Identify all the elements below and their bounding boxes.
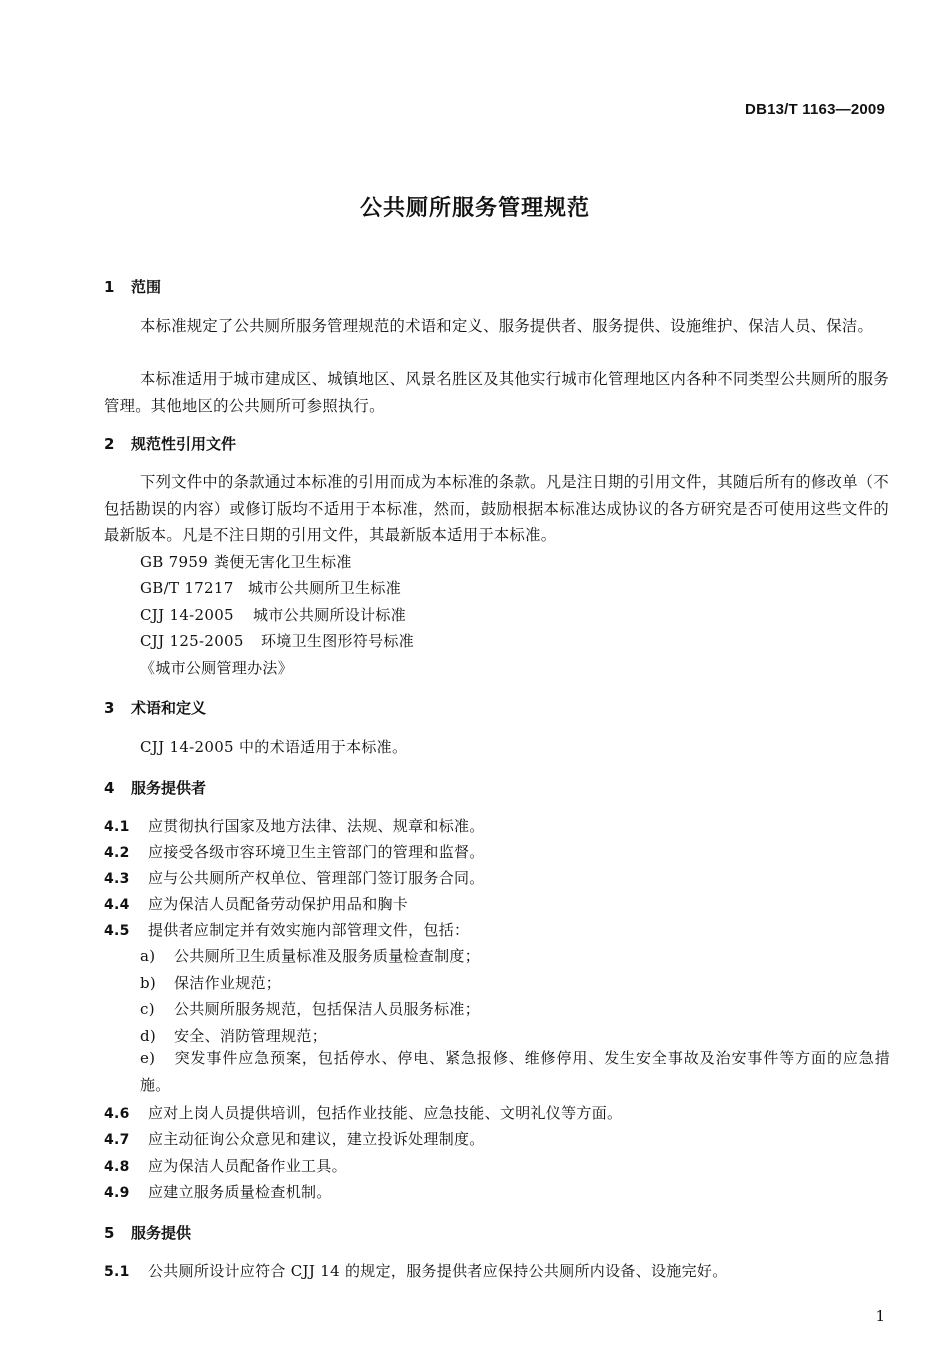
section-heading-4 [104, 777, 206, 798]
item-label: d) [140, 1027, 157, 1045]
item-text: 公共厕所卫生质量标准及服务质量检查制度； [174, 947, 481, 965]
section-heading-2 [104, 433, 236, 454]
reference-code: GB/T 17217 [140, 579, 234, 597]
reference-name: 环境卫生图形符号标准 [261, 632, 415, 650]
reference-item [140, 657, 293, 678]
item-text: 突发事件应急预案，包括停水、停电、紧急报修、维修停用、发生安全事故及治安事件等方面的应急措施。 [140, 1049, 890, 1094]
clause-number: 4.6 [104, 1106, 130, 1122]
clause [104, 1260, 728, 1281]
clause-number: 4.5 [104, 923, 130, 939]
section-number: 3 [104, 699, 115, 717]
clause-text: 公共厕所设计应符合 CJJ 14 的规定，服务提供者应保持公共厕所内设备、设施完好。 [148, 1262, 728, 1280]
clause-text: 应为保洁人员配备作业工具。 [148, 1157, 347, 1175]
clause-text: 应接受各级市容环境卫生主管部门的管理和监督。 [148, 843, 485, 861]
item-label: a) [140, 947, 156, 965]
reference-code: CJJ 14-2005 [140, 606, 234, 624]
clause [104, 1181, 332, 1202]
reference-name: 城市公共厕所卫生标准 [248, 579, 402, 597]
clause-text: 应与公共厕所产权单位、管理部门签订服务合同。 [148, 869, 485, 887]
section-title: 服务提供者 [131, 779, 207, 797]
clause [104, 893, 408, 914]
item-text: 保洁作业规范； [174, 974, 282, 992]
clause-text: 提供者应制定并有效实施内部管理文件，包括： [148, 921, 470, 939]
clause [104, 841, 485, 862]
section-number: 4 [104, 779, 115, 797]
clause-text: 应主动征询公众意见和建议，建立投诉处理制度。 [148, 1130, 485, 1148]
clause [104, 1128, 485, 1149]
section-heading-1 [104, 276, 161, 297]
section-number: 5 [104, 1224, 115, 1242]
clause-number: 4.7 [104, 1132, 130, 1148]
standard-code: DB13/T 1163—2009 [745, 101, 885, 118]
paragraph: 本标准规定了公共厕所服务管理规范的术语和定义、服务提供者、服务提供、设施维护、保洁人员、保洁。 [140, 317, 874, 335]
clause [104, 815, 485, 836]
list-item [140, 998, 480, 1019]
clause-text: 应为保洁人员配备劳动保护用品和胸卡 [148, 895, 409, 913]
list-item [140, 1045, 890, 1099]
paragraph: 下列文件中的条款通过本标准的引用而成为本标准的条款。凡是注日期的引用文件，其随后所有的修改单（不包括勘误的内容）或修订版均不适用于本标准，然而，鼓励根据本标准达成协议的各方研究是否可使用这些文件的最新版本。凡是不注日期的引用文件，其最新版本适用于本标准。 [104, 473, 889, 544]
item-text: 公共厕所服务规范，包括保洁人员服务标准； [174, 1000, 481, 1018]
section-title: 规范性引用文件 [131, 435, 237, 453]
clause-number: 4.1 [104, 819, 130, 835]
clause [104, 1102, 622, 1123]
clause-number: 4.4 [104, 897, 130, 913]
list-item [140, 945, 480, 966]
section-heading-3 [104, 697, 206, 718]
section-title: 术语和定义 [131, 699, 207, 717]
clause-number: 4.2 [104, 845, 130, 861]
clause-number: 4.8 [104, 1159, 130, 1175]
section-number: 1 [104, 278, 115, 296]
reference-code: CJJ 125-2005 [140, 632, 244, 650]
item-label: b) [140, 974, 157, 992]
clause-text: 应建立服务质量检查机制。 [148, 1183, 332, 1201]
clause [104, 867, 485, 888]
reference-name: 粪便无害化卫生标准 [214, 553, 352, 571]
paragraph: CJJ 14-2005 中的术语适用于本标准。 [140, 738, 408, 756]
section-title: 范围 [131, 278, 162, 296]
reference-item [140, 577, 401, 598]
clause [104, 919, 469, 940]
reference-item [140, 604, 406, 625]
clause-number: 4.3 [104, 871, 130, 887]
item-text: 安全、消防管理规范； [174, 1027, 328, 1045]
item-label: c) [140, 1000, 155, 1018]
clause-number: 5.1 [104, 1264, 130, 1280]
page-number: 1 [875, 1307, 885, 1325]
reference-name: 《城市公厕管理办法》 [140, 659, 294, 677]
clause [104, 1155, 347, 1176]
section-title: 服务提供 [131, 1224, 192, 1242]
section-heading-5 [104, 1222, 191, 1243]
list-item [140, 972, 281, 993]
clause-text: 应贯彻执行国家及地方法律、法规、规章和标准。 [148, 817, 485, 835]
reference-item [140, 551, 352, 572]
clause-text: 应对上岗人员提供培训，包括作业技能、应急技能、文明礼仪等方面。 [148, 1104, 623, 1122]
reference-name: 城市公共厕所设计标准 [253, 606, 407, 624]
page-title: 公共厕所服务管理规范 [359, 196, 590, 221]
reference-item [140, 630, 414, 651]
list-item [140, 1025, 327, 1046]
reference-code: GB 7959 [140, 553, 209, 571]
paragraph: 本标准适用于城市建成区、城镇地区、风景名胜区及其他实行城市化管理地区内各种不同类型公共厕所的服务管理。其他地区的公共厕所可参照执行。 [104, 370, 889, 415]
item-label: e) [140, 1049, 156, 1067]
clause-number: 4.9 [104, 1185, 130, 1201]
section-number: 2 [104, 435, 115, 453]
